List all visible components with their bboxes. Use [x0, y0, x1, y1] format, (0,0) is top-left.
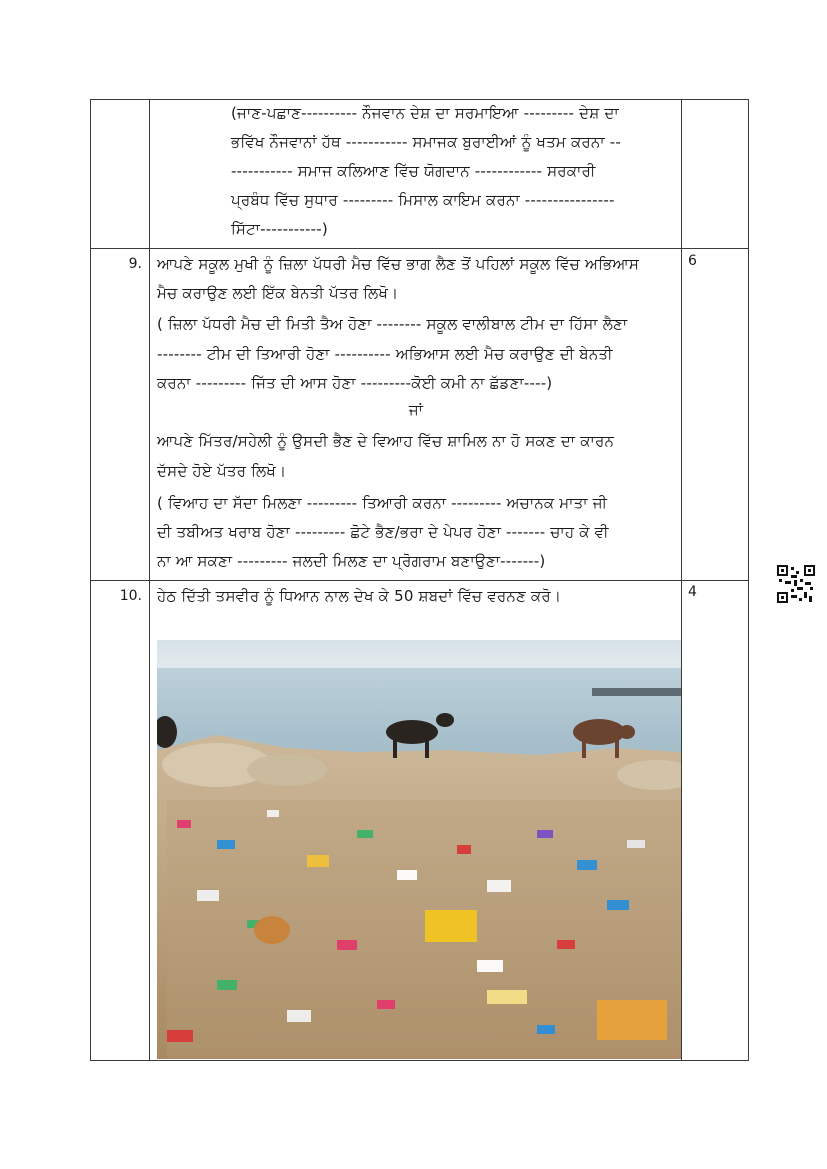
question-line: ਦੱਸਦੇ ਹੋਏ ਪੱਤਰ ਲਿਖੋ। — [157, 462, 287, 480]
hint-line: ਨਾ ਆ ਸਕਣਾ --------- ਜਲਦੀ ਮਿਲਣ ਦਾ ਪ੍ਰੋਗਰਾਮ ਬਣਾਉਣਾ-------) — [157, 552, 546, 570]
outline-line: ਪ੍ਰਬੰਧ ਵਿੱਚ ਸੁਧਾਰ --------- ਮਿਸਾਲ ਕਾਇਮ ਕਰਨਾ ---------------- — [231, 191, 615, 209]
qr-code — [777, 565, 815, 603]
question-line: ਮੈਚ ਕਰਾਉਣ ਲਈ ਇੱਕ ਬੇਨਤੀ ਪੱਤਰ ਲਿਖੋ। — [157, 284, 399, 302]
question-number: 9. — [128, 256, 142, 272]
question-line: ਹੇਠ ਦਿੱਤੀ ਤਸਵੀਰ ਨੂੰ ਧਿਆਨ ਨਾਲ ਦੇਖ ਕੇ 50 ਸ਼ਬਦਾਂ ਵਿੱਚ ਵਰਨਣ ਕਰੋ। — [157, 587, 562, 605]
outline-line: ----------- ਸਮਾਜ ਕਲਿਆਣ ਵਿੱਚ ਯੋਗਦਾਨ ------------ ਸਰਕਾਰੀ — [231, 162, 596, 180]
row-divider — [90, 580, 749, 581]
row-divider — [90, 248, 749, 249]
question-marks: 4 — [688, 584, 697, 600]
table-right-border — [748, 99, 749, 1061]
hint-line: ( ਜ਼ਿਲਾ ਪੱਧਰੀ ਮੈਚ ਦੀ ਮਿਤੀ ਤੈਅ ਹੋਣਾ -------- ਸਕੂਲ ਵਾਲੀਬਾਲ ਟੀਮ ਦਾ ਹਿੱਸਾ ਲੈਣਾ — [157, 315, 628, 333]
or-separator: ਜਾਂ — [408, 401, 424, 419]
hint-line: ਦੀ ਤਬੀਅਤ ਖਰਾਬ ਹੋਣਾ --------- ਛੋਟੇ ਭੈਣ/ਭਰਾ ਦੇ ਪੇਪਰ ਹੋਣਾ ------- ਚਾਹ ਕੇ ਵੀ — [157, 523, 609, 541]
question-number: 10. — [119, 588, 142, 604]
question-line: ਆਪਣੇ ਸਕੂਲ ਮੁਖੀ ਨੂੰ ਜ਼ਿਲਾ ਪੱਧਰੀ ਮੈਚ ਵਿੱਚ ਭਾਗ ਲੈਣ ਤੋਂ ਪਹਿਲਾਂ ਸਕੂਲ ਵਿੱਚ ਅਭਿਆਸ — [157, 255, 640, 273]
hint-line: ਕਰਨਾ --------- ਜਿੱਤ ਦੀ ਆਸ ਹੋਣਾ ---------ਕੋਈ ਕਮੀ ਨਾ ਛੱਡਣਾ----) — [157, 374, 553, 392]
outline-line: ਭਵਿੱਖ ਨੌਜਵਾਨਾਂ ਹੱਥ ----------- ਸਮਾਜਕ ਬੁਰਾਈਆਂ ਨੂੰ ਖਤਮ ਕਰਨਾ -- — [231, 133, 621, 151]
question-line: ਆਪਣੇ ਮਿੱਤਰ/ਸਹੇਲੀ ਨੂੰ ਉਸਦੀ ਭੈਣ ਦੇ ਵਿਆਹ ਵਿੱਚ ਸ਼ਾਮਿਲ ਨਾ ਹੋ ਸਕਣ ਦਾ ਕਾਰਨ — [157, 432, 615, 450]
table-bottom-border — [90, 1060, 749, 1061]
column-divider — [681, 99, 682, 1061]
beach-garbage-photo — [157, 640, 681, 1059]
outline-line: ਸਿੱਟਾ-----------) — [231, 220, 328, 238]
question-marks: 6 — [688, 253, 697, 269]
outline-line: (ਜਾਣ-ਪਛਾਣ---------- ਨੌਜਵਾਨ ਦੇਸ਼ ਦਾ ਸਰਮਾਇਆ --------- ਦੇਸ਼ ਦਾ — [231, 104, 619, 122]
table-left-border — [90, 99, 91, 1061]
column-divider — [149, 99, 150, 1061]
hint-line: -------- ਟੀਮ ਦੀ ਤਿਆਰੀ ਹੋਣਾ ---------- ਅਭਿਆਸ ਲਈ ਮੈਚ ਕਰਾਉਣ ਦੀ ਬੇਨਤੀ — [157, 345, 613, 363]
hint-line: ( ਵਿਆਹ ਦਾ ਸੱਦਾ ਮਿਲਣਾ --------- ਤਿਆਰੀ ਕਰਨਾ --------- ਅਚਾਨਕ ਮਾਤਾ ਜੀ — [157, 494, 608, 512]
